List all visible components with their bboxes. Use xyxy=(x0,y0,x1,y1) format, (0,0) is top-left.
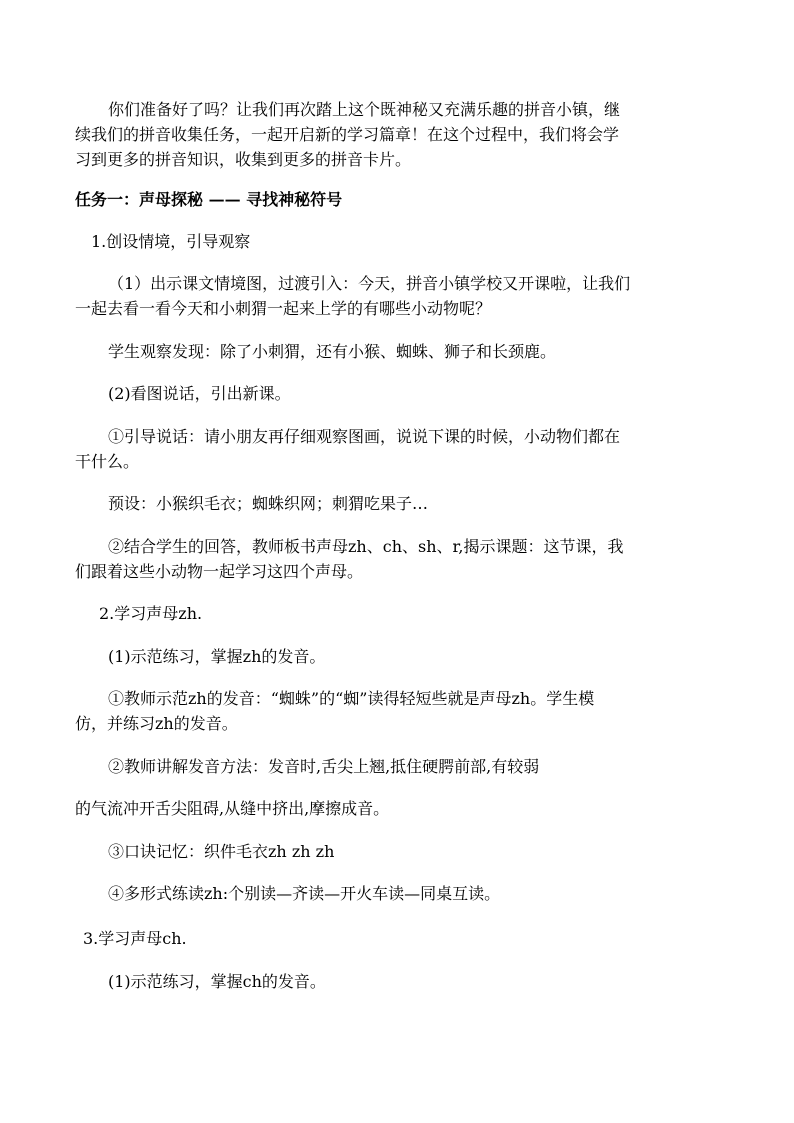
section1-p2: 学生观察发现：除了小刺猬，还有小猴、蜘蛛、狮子和长颈鹿。 xyxy=(108,342,557,361)
section2-p3-line-2: 的气流冲开舌尖阻碍,从缝中挤出,摩擦成音。 xyxy=(75,799,390,818)
section2-p3-line-1: ②教师讲解发音方法：发音时,舌尖上翘,抵住硬腭前部,有较弱 xyxy=(108,757,540,776)
section2-p2-line-1: ①教师示范zh的发音：“蜘蛛”的“蜘”读得轻短些就是声母zh。学生模 xyxy=(108,689,595,708)
task1-heading: 任务一：声母探秘 —— 寻找神秘符号 xyxy=(75,190,343,209)
section1-p6-line-1: ②结合学生的回答，教师板书声母zh、ch、sh、r,揭示课题：这节课，我 xyxy=(108,537,624,556)
section2-p1: (1)示范练习，掌握zh的发音。 xyxy=(108,647,326,666)
intro-line-1: 你们准备好了吗？让我们再次踏上这个既神秘又充满乐趣的拼音小镇，继 xyxy=(108,100,621,119)
section2-p4: ③口诀记忆：织件毛衣zh zh zh xyxy=(108,842,335,861)
intro-line-2: 续我们的拼音收集任务，一起开启新的学习篇章！在这个过程中，我们将会学 xyxy=(75,125,620,144)
section1-p1-line-2: 一起去看一看今天和小刺猬一起来上学的有哪些小动物呢？ xyxy=(75,299,492,318)
section1-p4-line-1: ①引导说话：请小朋友再仔细观察图画，说说下课的时候，小动物们都在 xyxy=(108,427,621,446)
intro-line-3: 习到更多的拼音知识，收集到更多的拼音卡片。 xyxy=(75,150,412,169)
section1-p3: (2)看图说话，引出新课。 xyxy=(108,384,291,403)
section1-p5: 预设：小猴织毛衣；蜘蛛织网；刺猬吃果子… xyxy=(108,494,429,513)
section1-heading: 1.创设情境，引导观察 xyxy=(91,232,251,251)
section2-heading: 2.学习声母zh. xyxy=(99,604,203,623)
section1-p6-line-2: 们跟着这些小动物一起学习这四个声母。 xyxy=(75,562,364,581)
section3-heading: 3.学习声母ch. xyxy=(83,929,187,948)
section1-p4-line-2: 干什么。 xyxy=(75,452,140,471)
section3-p1: (1)示范练习，掌握ch的发音。 xyxy=(108,972,326,991)
section2-p2-line-2: 仿，并练习zh的发音。 xyxy=(75,714,238,733)
section1-p1-line-1: （1）出示课文情境图，过渡引入：今天，拼音小镇学校又开课啦，让我们 xyxy=(108,274,631,293)
section2-p5: ④多形式练读zh:个别读—齐读—开火车读—同桌互读。 xyxy=(108,884,501,903)
